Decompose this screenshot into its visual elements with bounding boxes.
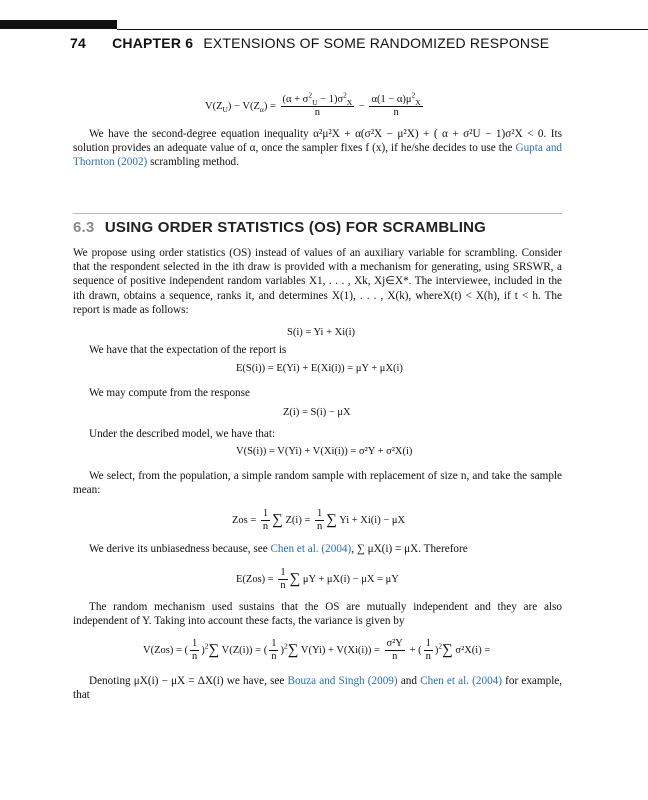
section-number: 6.3 xyxy=(73,219,95,236)
paragraph-inequality: We have the second-degree equation inequality α²μ²X + α(σ²X − μ²X) + ( α + σ²U − 1)σ²X < 0. Its solution provides an adequate value of α, once the sampler fixes f (x), if he/she decides to use the Gupta and Thornton (2002) scrambling method. xyxy=(73,128,563,169)
paragraph-unbiasedness: We derive its unbiasedness because, see Chen et al. (2004), ∑ μX(i) = μX. Therefore xyxy=(89,543,468,555)
equation-expectation: E(S(i)) = E(Yi) + E(Xi(i)) = μY + μX(i) xyxy=(236,363,403,374)
page-number: 74 xyxy=(70,35,86,51)
equation-sample-mean: Zos = $\frac{1}{n}$ ∑ Z(i) = $\frac{1}{n}$ ∑ Yi + Xi(i) − μX xyxy=(232,508,406,532)
citation-link-chen[interactable]: Chen et al. (2004) xyxy=(270,543,352,555)
citation-link-chen-2[interactable]: Chen et al. (2004) xyxy=(420,675,502,687)
paragraph-expectation: We have that the expectation of the report is xyxy=(89,344,287,356)
paragraph-sample-mean: We select, from the population, a simple random sample with replacement of size n, and take the sample mean: xyxy=(73,470,562,497)
citation-link-gupta[interactable]: Gupta and Thornton (2002) xyxy=(73,142,563,169)
citation-link-bouza[interactable]: Bouza and Singh (2009) xyxy=(287,675,398,687)
paragraph-independence: The random mechanism used sustains that the OS are mutually independent and they are also independent of Y. Taking into account these facts, the variance is given by xyxy=(73,601,562,628)
equation-z: Z(i) = S(i) − μX xyxy=(283,407,351,418)
section-heading xyxy=(73,219,486,236)
running-head xyxy=(70,35,549,51)
equation-expectation-mean: E(Zos) = $\frac{1}{n}$ ∑ μY + μX(i) − μX = μY xyxy=(236,567,399,591)
paragraph-model: Under the described model, we have that: xyxy=(89,428,276,440)
equation-variance-mean: V(Zos) = ( $\frac{1}{n}$ )$^2$∑ V(Z(i)) = ( $\frac{1}{n}$ )$^2$∑ V(Yi) + V(Xi(i)) = $\frac{\text{σ²Y}}{n}$ + ( $\frac{1}{n}$ )$^2$∑ σ²X(i) = xyxy=(143,638,491,662)
header-rule xyxy=(117,29,648,30)
equation-variance-difference: $V(Z_U) - V(Z_\alpha)$ = $\frac{(\alpha + \sigma^2_U - 1)\sigma^2_X}{n}$ − $\frac{\alpha(1 - \alpha)\mu^2_X}{n}$ xyxy=(205,90,421,118)
paragraph-compute: We may compute from the response xyxy=(89,387,250,399)
equation-variance-report: V(S(i)) = V(Yi) + V(Xi(i)) = σ²Y + σ²X(i) xyxy=(236,446,413,457)
chapter-label: CHAPTER 6 xyxy=(112,35,194,51)
paragraph-denoting: Denoting μX(i) − μX = ΔX(i) we have, see Bouza and Singh (2009) and Chen et al. (2004) for example, that xyxy=(73,675,563,702)
paragraph-os-intro: We propose using order statistics (OS) instead of values of an auxiliary variable for scrambling. Consider that the respondent selected in the ith draw is provided with a mechanism for generating, using SRSWR, a sequence of positive independent random variables X1, . . . , Xk, Xj∈X*. The interviewee, included in the ith drawn, obtains a sequence, ranks it, and determines X(1), . . . , X(k), whereX(t) < X(h), if t < h. The report is made as follows: xyxy=(73,247,562,316)
equation-report: S(i) = Yi + Xi(i) xyxy=(287,327,356,338)
section-title: USING ORDER STATISTICS (OS) FOR SCRAMBLING xyxy=(104,219,487,236)
chapter-title: EXTENSIONS OF SOME RANDOMIZED RESPONSE xyxy=(203,35,550,51)
header-bar xyxy=(0,20,117,29)
section-rule xyxy=(73,213,562,214)
